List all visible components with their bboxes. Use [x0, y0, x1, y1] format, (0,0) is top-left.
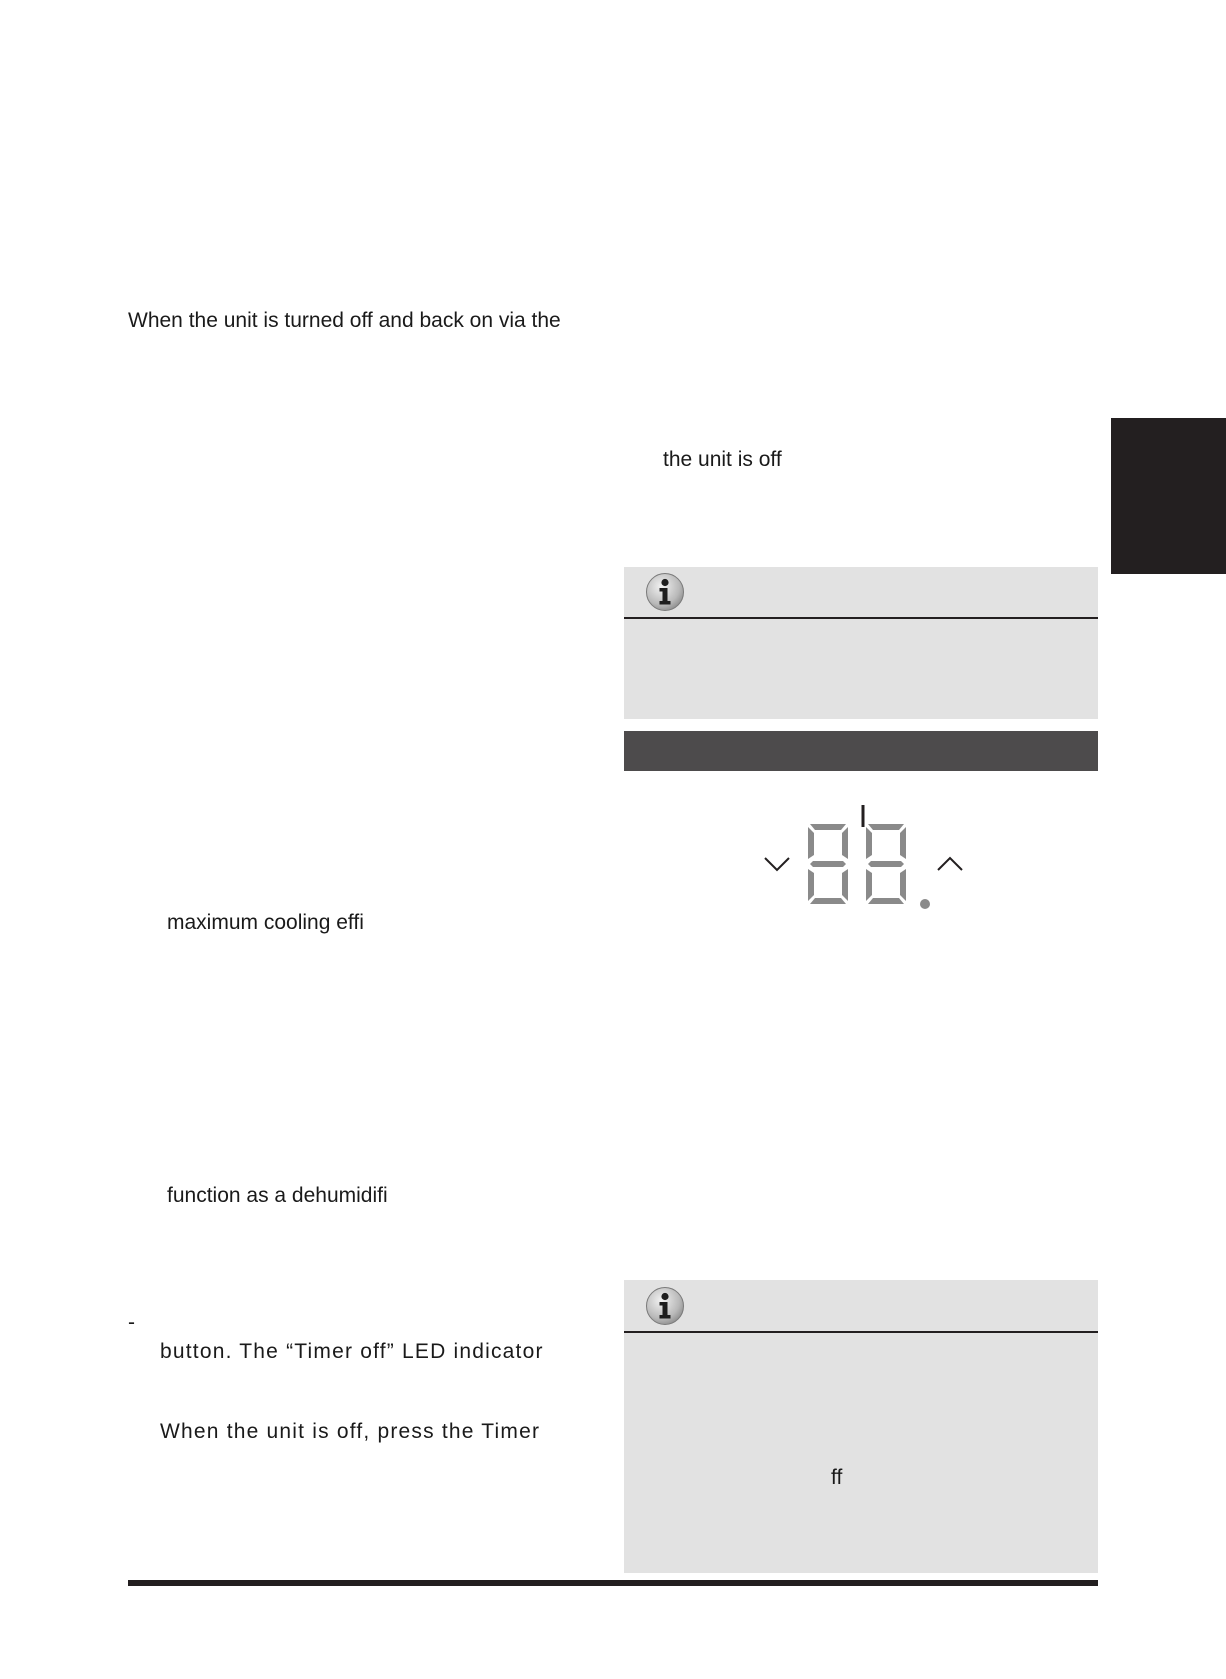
- decimal-point: [920, 899, 930, 909]
- note-box-top: [624, 567, 1098, 719]
- chevron-down-icon: [765, 858, 789, 870]
- note-text-fragment: ff: [831, 1466, 843, 1489]
- text-dash: -: [128, 1311, 135, 1334]
- text-unit-off-line: the unit is off: [663, 448, 782, 471]
- section-header-bar: [624, 731, 1098, 771]
- led-display-illustration: [760, 800, 970, 915]
- note-box-bottom: [624, 1280, 1098, 1573]
- note-divider: [624, 1331, 1098, 1333]
- indicator-tick: [862, 805, 865, 827]
- seven-segment-digit: [866, 824, 906, 904]
- chevron-up-icon: [938, 858, 962, 870]
- seven-segment-digit: [808, 824, 848, 904]
- text-timer-press-line: When the unit is off, press the Timer: [160, 1420, 541, 1443]
- section-tab: [1111, 418, 1226, 574]
- info-icon: [645, 1286, 685, 1326]
- text-restart-line: When the unit is turned off and back on via the: [128, 309, 561, 332]
- info-icon: [645, 572, 685, 612]
- footer-rule: [128, 1580, 1098, 1586]
- text-timer-button-line: button. The “Timer off” LED indicator: [160, 1340, 544, 1363]
- text-cooling-line: maximum cooling effi: [167, 911, 364, 934]
- note-divider: [624, 617, 1098, 619]
- text-dehumid-line: function as a dehumidifi: [167, 1184, 388, 1207]
